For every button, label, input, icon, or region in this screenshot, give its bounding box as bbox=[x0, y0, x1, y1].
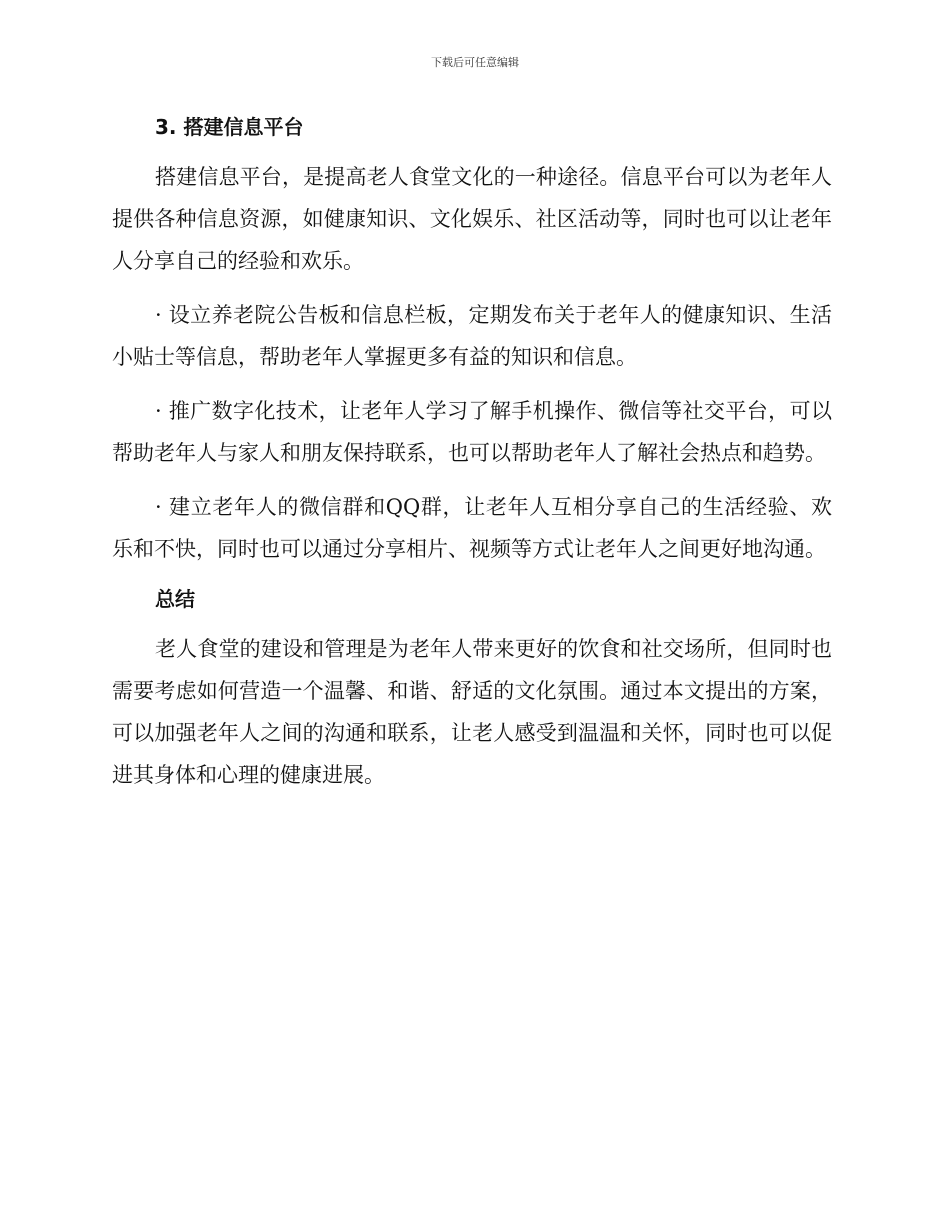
bullet-paragraph-digital-tech: · 推广数字化技术，让老年人学习了解手机操作、微信等社交平台，可以帮助老年人与家人和朋友保持联系，也可以帮助老年人了解社会热点和趋势。 bbox=[112, 399, 832, 465]
bullet-paragraph-notice-board: · 设立养老院公告板和信息栏板，定期发布关于老年人的健康知识、生活小贴士等信息，帮助老年人掌握更多有益的知识和信息。 bbox=[112, 303, 832, 369]
page-header-note: 下载后可任意编辑 bbox=[431, 56, 519, 69]
bullet-paragraph-wechat-group: · 建立老年人的微信群和QQ群，让老年人互相分享自己的生活经验、欢乐和不快，同时也可以通过分享相片、视频等方式让老年人之间更好地沟通。 bbox=[112, 495, 832, 561]
section-3-intro-paragraph: 搭建信息平台，是提高老人食堂文化的一种途径。信息平台可以为老年人提供各种信息资源，如健康知识、文化娱乐、社区活动等，同时也可以让老年人分享自己的经验和欢乐。 bbox=[112, 165, 832, 273]
summary-paragraph: 老人食堂的建设和管理是为老年人带来更好的饮食和社交场所，但同时也需要考虑如何营造一个温馨、和谐、舒适的文化氛围。通过本文提出的方案，可以加强老年人之间的沟通和联系，让老人感受到温温和关怀，同时也可以促进其身体和心理的健康进展。 bbox=[112, 637, 832, 787]
summary-heading: 总结 bbox=[155, 587, 195, 611]
section-3-heading: 3. 搭建信息平台 bbox=[155, 115, 304, 139]
document-body bbox=[112, 110, 832, 808]
